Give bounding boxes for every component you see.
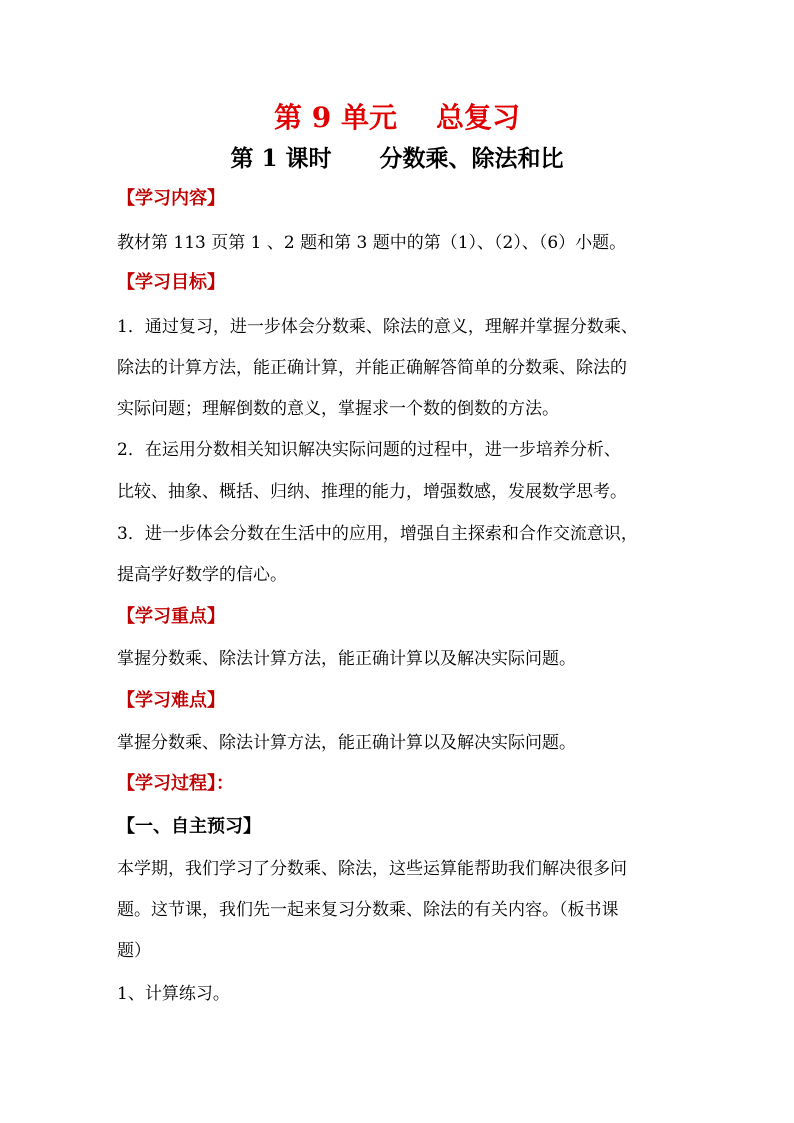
objective-line: 实际问题；理解倒数的意义，掌握求一个数的倒数的方法。 — [117, 399, 559, 419]
objectives-heading: 【学习目标】 — [117, 272, 225, 293]
process-line: 1、计算练习。 — [117, 984, 230, 1004]
objective-line: 除法的计算方法，能正确计算，并能正确解答简单的分数乘、除法的 — [117, 358, 627, 378]
key-points-line: 掌握分数乘、除法计算方法，能正确计算以及解决实际问题。 — [117, 649, 576, 669]
objective-line: 比较、抽象、概括、归纳、推理的能力，增强数感，发展数学思考。 — [117, 482, 627, 502]
key-points-heading: 【学习重点】 — [117, 606, 225, 627]
objective-line: 2．在运用分数相关知识解决实际问题的过程中，进一步培养分析、 — [117, 440, 621, 460]
process-line: 题。这节课，我们先一起来复习分数乘、除法的有关内容。（板书课 — [117, 900, 619, 920]
process-line: 本学期，我们学习了分数乘、除法，这些运算能帮助我们解决很多问 — [117, 859, 627, 879]
objective-line: 1．通过复习，进一步体会分数乘、除法的意义，理解并掌握分数乘、 — [117, 317, 638, 337]
difficulties-line: 掌握分数乘、除法计算方法，能正确计算以及解决实际问题。 — [117, 733, 576, 753]
lesson-title: 第 1 课时 分数乘、除法和比 — [230, 145, 564, 172]
process-heading: 【学习过程】： — [117, 773, 234, 794]
objective-line: 3．进一步体会分数在生活中的应用，增强自主探索和合作交流意识， — [117, 524, 638, 544]
difficulties-heading: 【学习难点】 — [117, 690, 225, 711]
objective-line: 提高学好数学的信心。 — [117, 565, 287, 585]
process-line: 题） — [117, 941, 151, 961]
preview-subheading: 【一、自主预习】 — [117, 816, 261, 837]
content-line: 教材第 113 页第 1 、2 题和第 3 题中的第（1）、（2）、（6）小题。 — [117, 233, 627, 253]
unit-title: 第 9 单元 总复习 — [274, 101, 520, 134]
content-heading: 【学习内容】 — [117, 188, 225, 209]
